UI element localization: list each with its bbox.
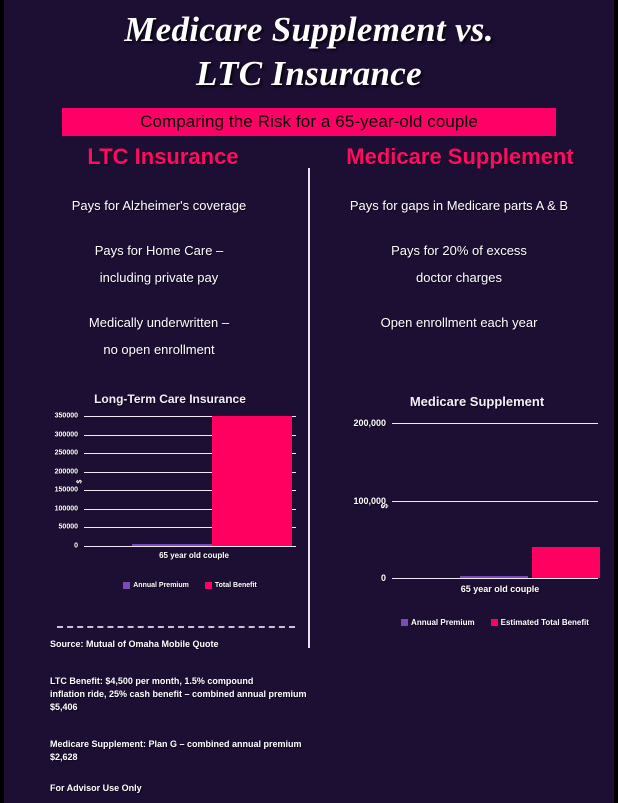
y-axis-label: $: [379, 503, 390, 509]
left-edge-border: [0, 0, 4, 803]
chart-legend: [382, 618, 608, 627]
footnote-ltc-line-3: $5,406: [50, 702, 78, 712]
y-axis-tick-label: 200000: [54, 468, 78, 476]
bullet-list-medicare: [318, 192, 600, 354]
legend-swatch-icon: [491, 619, 498, 626]
chart-bar: [460, 576, 528, 578]
y-axis-tick-label: 0: [74, 542, 78, 550]
y-axis-tick-label: 200,000: [353, 418, 386, 428]
x-axis-category-label: 65 year old couple: [159, 551, 229, 560]
bullet-line-1: Medically underwritten –: [88, 315, 230, 330]
chart-bar: [132, 544, 212, 546]
chart-title: Medicare Supplement: [409, 394, 545, 409]
chart-gridline: [84, 546, 296, 547]
page-title: [0, 8, 618, 96]
title-line-1: Medicare Supplement vs.: [124, 10, 494, 49]
footnote-medicare-detail: [50, 738, 380, 764]
bullet-list-ltc: [20, 192, 298, 381]
y-axis-tick-label: 100,000: [353, 495, 386, 506]
y-axis-label: $: [76, 479, 84, 484]
column-heading-ltc: LTC Insurance: [87, 144, 239, 169]
chart-bar: [212, 416, 292, 546]
y-axis-tick-label: 250000: [54, 449, 78, 457]
chart-gridline: [392, 501, 598, 502]
y-axis-tick-label: 150000: [54, 486, 78, 494]
legend-item-premium: [123, 582, 189, 589]
y-axis-tick-label: 350000: [54, 412, 78, 420]
y-axis-tick-label: 300000: [54, 431, 78, 439]
legend-item-premium: [401, 618, 475, 627]
y-axis-tick-label: 0: [380, 573, 386, 583]
legend-label: Annual Premium: [133, 582, 189, 589]
bullet-line-1: Pays for Home Care –: [94, 243, 224, 258]
chart-title: Long-Term Care Insurance: [94, 392, 246, 406]
legend-item-benefit: [491, 618, 589, 627]
list-item: [318, 309, 600, 336]
list-item: [318, 192, 600, 219]
footnote-ltc-line-2: inflation ride, 25% cash benefit – combined annual premium: [50, 689, 307, 699]
list-item: [20, 237, 298, 291]
legend-item-benefit: [205, 582, 257, 589]
y-axis-tick-label: 50000: [58, 523, 78, 531]
bullet-line-1: Pays for gaps in Medicare parts A & B: [349, 198, 569, 213]
chart-ltc: [36, 392, 304, 622]
bullet-line-1: Pays for 20% of excess: [391, 243, 527, 258]
bullet-line-2: doctor charges: [416, 270, 502, 285]
chart-medicare: [346, 394, 608, 632]
chart-plot-area: [353, 418, 598, 583]
bullet-line-2: including private pay: [99, 270, 219, 285]
legend-label: Estimated Total Benefit: [500, 618, 589, 627]
y-axis-tick-label: 100000: [54, 505, 78, 513]
footnote-med-line-1: Medicare Supplement: Plan G – combined annual premium: [50, 739, 302, 749]
legend-swatch-icon: [205, 582, 212, 589]
chart-plot-area: [54, 412, 296, 550]
title-line-2: LTC Insurance: [196, 54, 422, 93]
footnote-source: Source: Mutual of Omaha Mobile Quote: [50, 639, 219, 649]
list-item: [318, 237, 600, 291]
bullet-line-2: no open enrollment: [103, 342, 215, 357]
footnote-ltc-detail: [50, 675, 380, 714]
legend-swatch-icon: [401, 619, 408, 626]
legend-label: Total Benefit: [214, 582, 257, 589]
column-divider: [308, 168, 310, 648]
subtitle-banner-text: Comparing the Risk for a 65-year-old couple: [140, 112, 478, 131]
bullet-line-1: Pays for Alzheimer's coverage: [71, 198, 247, 213]
footnote-ltc-line-1: LTC Benefit: $4,500 per month, 1.5% compound: [50, 676, 254, 686]
right-edge-border: [614, 0, 618, 803]
bullet-line-1: Open enrollment each year: [380, 315, 538, 330]
legend-label: Annual Premium: [411, 618, 475, 627]
list-item: [20, 309, 298, 363]
footnote-med-line-2: $2,628: [50, 752, 78, 762]
chart-legend: [76, 582, 304, 589]
column-heading-medicare: Medicare Supplement: [346, 144, 574, 169]
list-item: [20, 192, 298, 219]
footnote-disclaimer: For Advisor Use Only: [50, 783, 142, 793]
legend-swatch-icon: [123, 582, 130, 589]
x-axis-category-label: 65 year old couple: [460, 584, 540, 594]
chart-gridline: [392, 423, 598, 424]
footnotes: [50, 638, 380, 795]
section-divider: [57, 626, 295, 628]
chart-bar: [532, 547, 600, 578]
chart-gridline: [392, 578, 598, 579]
subtitle-banner: [62, 108, 556, 136]
